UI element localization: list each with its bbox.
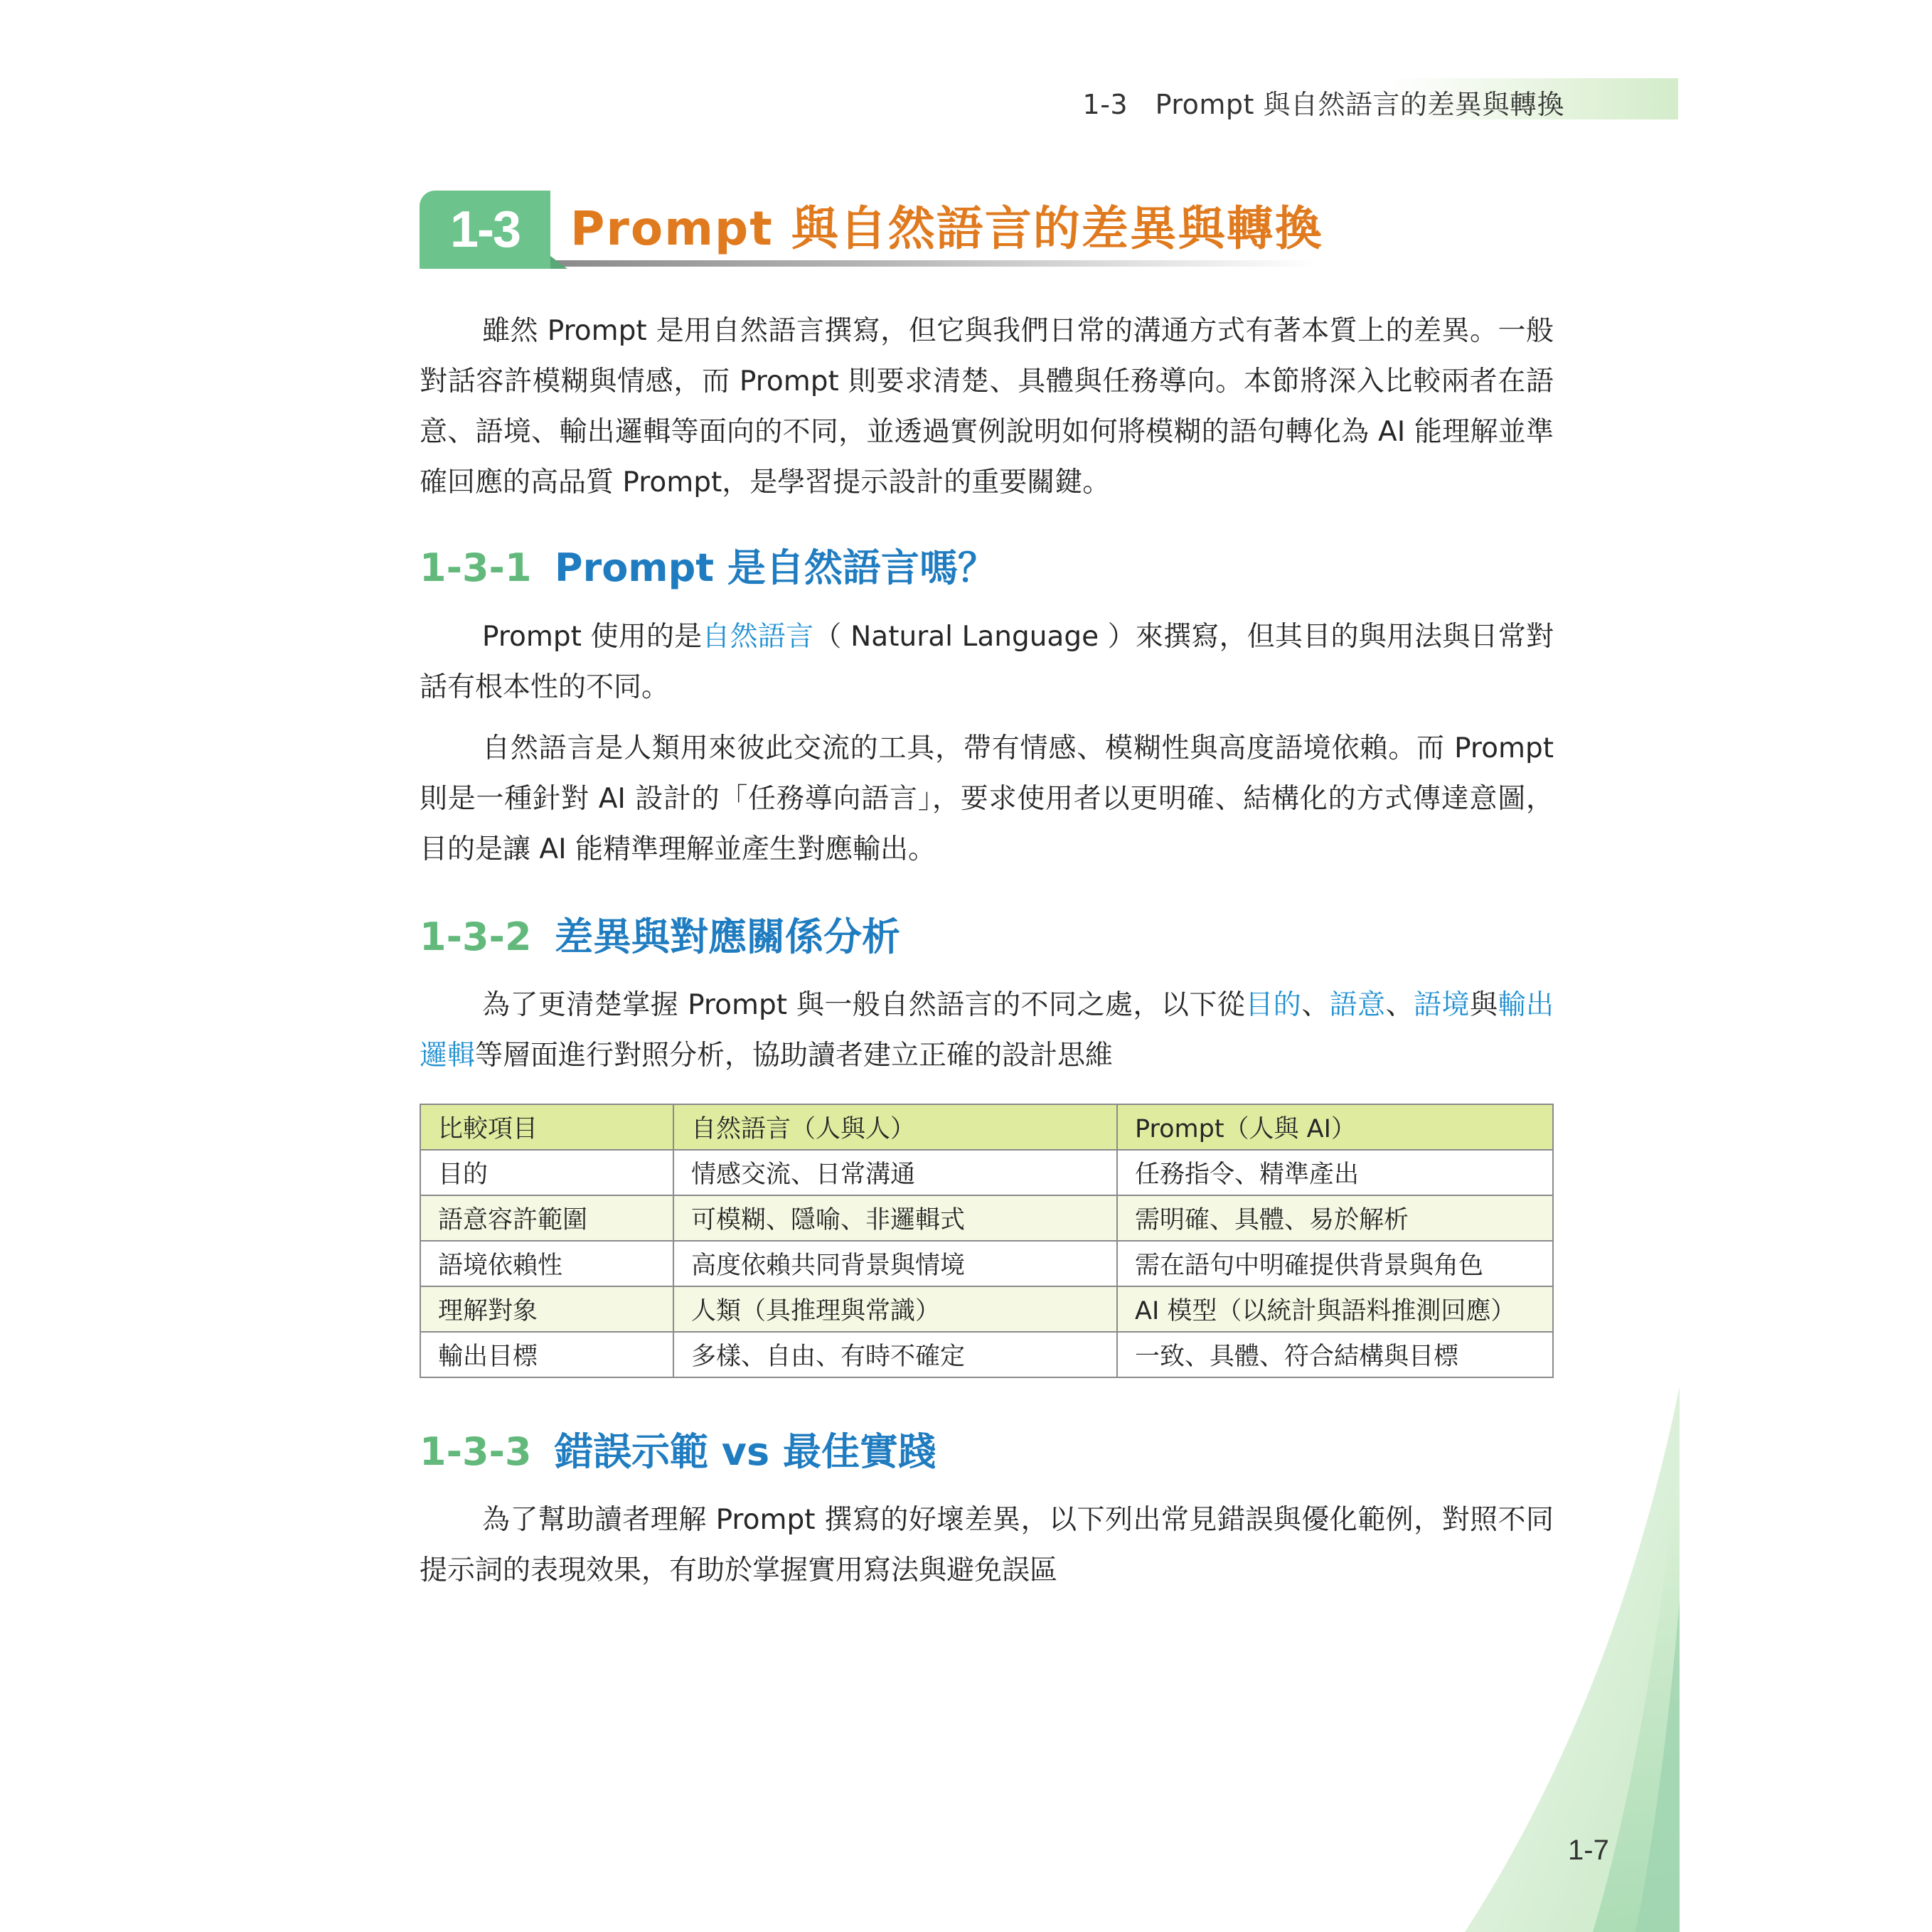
section-title: Prompt 與自然語言的差異與轉換	[570, 201, 1323, 256]
table-cell: 高度依賴共同背景與情境	[673, 1241, 1117, 1286]
highlight-term: 自然語言	[702, 621, 814, 653]
table-header-cell: 比較項目	[420, 1104, 673, 1150]
table-cell: 一致、具體、符合結構與目標	[1117, 1332, 1553, 1377]
subsection-title: Prompt 是自然語言嗎？	[555, 545, 996, 590]
running-header-title: 1-3 Prompt 與自然語言的差異與轉換	[1082, 89, 1564, 120]
text-span: Prompt 使用的是	[482, 621, 703, 653]
table-header-cell: Prompt（人與 AI）	[1117, 1104, 1553, 1150]
intro-paragraph: 雖然 Prompt 是用自然語言撰寫，但它與我們日常的溝通方式有著本質上的差異。一般對話容許模糊與情感，而 Prompt 則要求清楚、具體與任務導向。本節將深入比較兩者在語意、語境、輸出邏輯等面向的不同，並透過實例說明如何將模糊的語句轉化為 AI 能理解並準確回應的高品質 Prompt，是學習提示設計的重要關鍵。	[420, 315, 1554, 498]
table-cell: 可模糊、隱喻、非邏輯式	[673, 1195, 1117, 1241]
paragraph-comparison-intro	[420, 980, 1554, 1081]
subsection-number: 1-3-3	[420, 1429, 532, 1474]
table-cell: 需明確、具體、易於解析	[1117, 1195, 1553, 1241]
paragraph-best-practice-intro: 為了幫助讀者理解 Prompt 撰寫的好壞差異，以下列出常見錯誤與優化範例，對照不同提示詞的表現效果，有助於掌握實用寫法與避免誤區	[420, 1504, 1554, 1586]
table-header-cell: 自然語言（人與人）	[673, 1104, 1117, 1150]
table-cell: 語意容許範圍	[420, 1195, 673, 1241]
subsection-number: 1-3-2	[420, 914, 532, 959]
table-cell: 需在語句中明確提供背景與角色	[1117, 1241, 1553, 1286]
table-row	[420, 1286, 1553, 1332]
table-cell: 人類（具推理與常識）	[673, 1286, 1117, 1332]
table-row	[420, 1241, 1553, 1286]
text-span: 、	[1301, 989, 1330, 1021]
paragraph-prompt-language: 自然語言是人類用來彼此交流的工具，帶有情感、模糊性與高度語境依賴。而 Prompt 則是一種針對 AI 設計的「任務導向語言」，要求使用者以更明確、結構化的方式傳達意圖，目的是讓 AI 能精準理解並產生對應輸出。	[420, 732, 1554, 865]
table-cell: 輸出目標	[420, 1332, 673, 1377]
running-header	[1074, 78, 1678, 119]
highlight-term: 語意	[1329, 989, 1386, 1021]
table-header-row	[420, 1104, 1553, 1150]
page-number: 1-7	[1568, 1835, 1609, 1866]
table-cell: 理解對象	[420, 1286, 673, 1332]
text-span: （ Natural Language ）來撰寫，但其目的與用法與日常對話有根本性的不同。	[420, 621, 1554, 703]
subsection-title: 差異與對應關係分析	[555, 914, 900, 959]
table-cell: 任務指令、精準產出	[1117, 1150, 1553, 1195]
table-row	[420, 1195, 1553, 1241]
section-title-underline	[550, 260, 1318, 267]
table-cell: 情感交流、日常溝通	[673, 1150, 1117, 1195]
subsection-number: 1-3-1	[420, 545, 532, 590]
highlight-term: 輸出邏輯	[420, 989, 1554, 1072]
section-number-badge: 1-3	[420, 191, 550, 269]
paragraph-natural-language	[420, 612, 1554, 713]
highlight-term: 語境	[1414, 989, 1471, 1021]
subsection-title: 錯誤示範 vs 最佳實踐	[555, 1429, 936, 1474]
table-row	[420, 1150, 1553, 1195]
section-title-notch	[550, 256, 567, 269]
subsection-heading-1-3-3	[420, 1421, 936, 1476]
table-cell: 目的	[420, 1150, 673, 1195]
subsection-heading-1-3-1	[420, 538, 996, 592]
comparison-table	[420, 1104, 1554, 1378]
table-cell: 語境依賴性	[420, 1241, 673, 1286]
table-cell: 多樣、自由、有時不確定	[673, 1332, 1117, 1377]
text-span: 等層面進行對照分析，協助讀者建立正確的設計思維	[475, 1040, 1114, 1072]
subsection-heading-1-3-2	[420, 907, 900, 961]
text-span: 為了更清楚掌握 Prompt 與一般自然語言的不同之處，以下從	[482, 989, 1246, 1021]
text-span: 、	[1385, 989, 1414, 1021]
table-row	[420, 1332, 1553, 1377]
table-cell: AI 模型（以統計與語料推測回應）	[1117, 1286, 1553, 1332]
highlight-term: 目的	[1245, 989, 1302, 1021]
text-span: 與	[1470, 989, 1498, 1021]
